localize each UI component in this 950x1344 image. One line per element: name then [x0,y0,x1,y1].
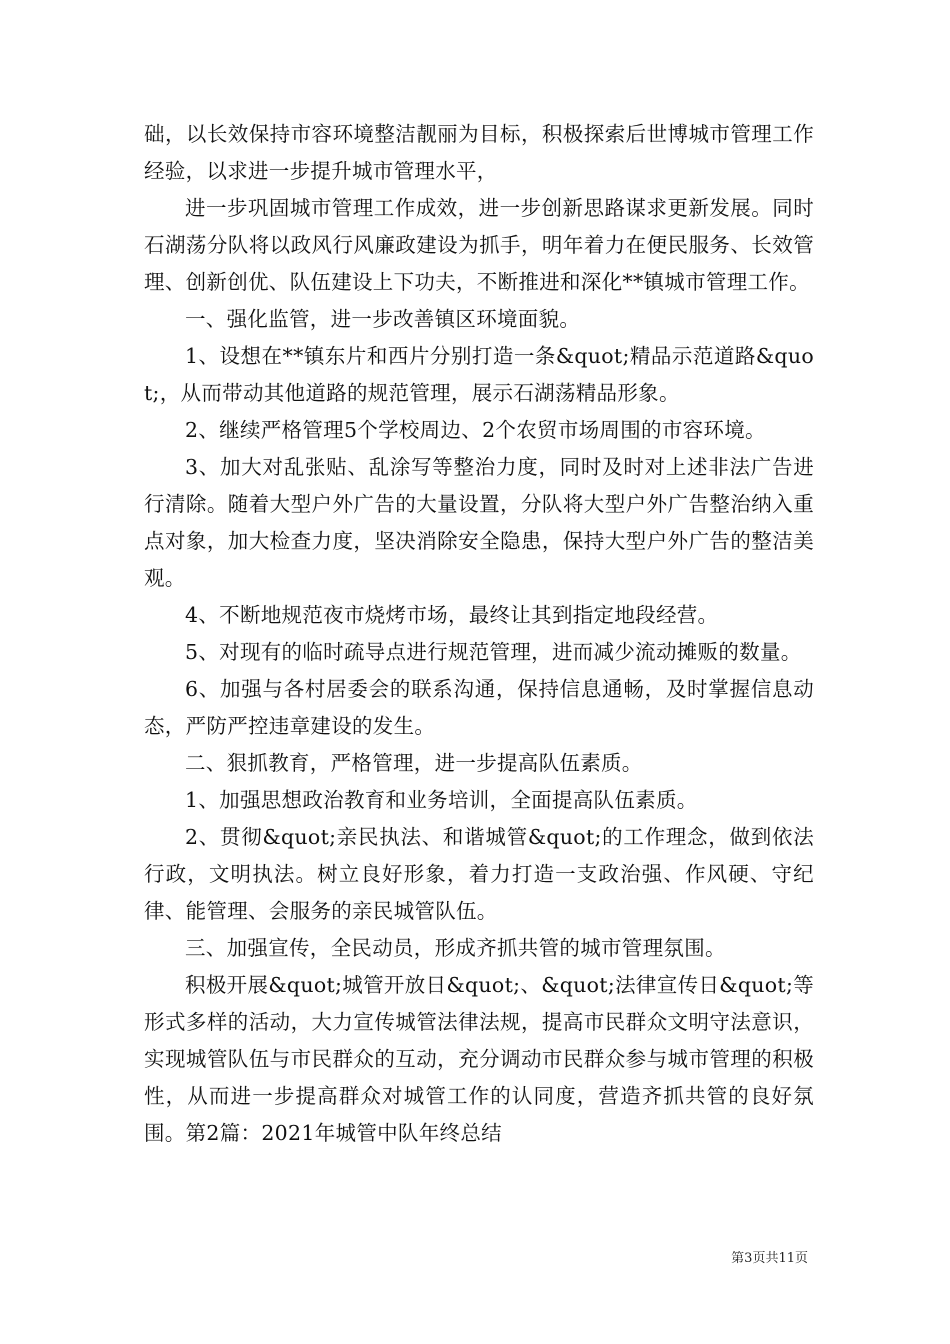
section-heading: 三、加强宣传，全民动员，形成齐抓共管的城市管理氛围。 [185,936,726,960]
list-item: 6、加强与各村居委会的联系沟通，保持信息通畅，及时掌握信息动态，严防严控违章建设的发生。 [144,677,814,738]
list-item: 5、对现有的临时疏导点进行规范管理，进而减少流动摊贩的数量。 [185,640,802,664]
list-item: 1、设想在**镇东片和西片分别打造一条&quot;精品示范道路&quot;，从而带动其他道路的规范管理，展示石湖荡精品形象。 [144,344,814,405]
list-item: 2、贯彻&quot;亲民执法、和谐城管&quot;的工作理念，做到依法行政，文明执法。树立良好形象，着力打造一支政治强、作风硬、守纪律、能管理、会服务的亲民城管队伍。 [144,825,814,923]
list-item: 4、不断地规范夜市烧烤市场，最终让其到指定地段经营。 [185,603,719,627]
section-heading: 二、狠抓教育，严格管理，进一步提高队伍素质。 [185,751,643,775]
page-number: 第3页共11页 [731,1251,808,1266]
paragraph: 积极开展&quot;城管开放日&quot;、&quot;法律宣传日&quot;等形式多样的活动，大力宣传城管法律法规，提高市民群众文明守法意识，实现城管队伍与市民群众的互动，充分调动市民群众参与城市管理的积极性，从而进一步提高群众对城管工作的认同度，营造齐抓共管的良好氛围。第2篇：2021年城管中队年终总结 [144,973,814,1145]
list-item: 3、加大对乱张贴、乱涂写等整治力度，同时及时对上述非法广告进行清除。随着大型户外广告的大量设置，分队将大型户外广告整治纳入重点对象，加大检查力度，坚决消除安全隐患，保持大型户外广告的整洁美观。 [144,455,814,590]
document-body [144,116,814,1152]
paragraph: 础，以长效保持市容环境整洁靓丽为目标，积极探索后世博城市管理工作经验，以求进一步提升城市管理水平， [144,122,814,183]
paragraph: 进一步巩固城市管理工作成效，进一步创新思路谋求更新发展。同时石湖荡分队将以政风行风廉政建设为抓手，明年着力在便民服务、长效管理、创新创优、队伍建设上下功夫，不断推进和深化**镇城市管理工作。 [144,196,814,294]
list-item: 2、继续严格管理5个学校周边、2个农贸市场周围的市容环境。 [185,418,766,442]
section-heading: 一、强化监管，进一步改善镇区环境面貌。 [185,307,581,331]
list-item: 1、加强思想政治教育和业务培训，全面提高队伍素质。 [185,788,698,812]
